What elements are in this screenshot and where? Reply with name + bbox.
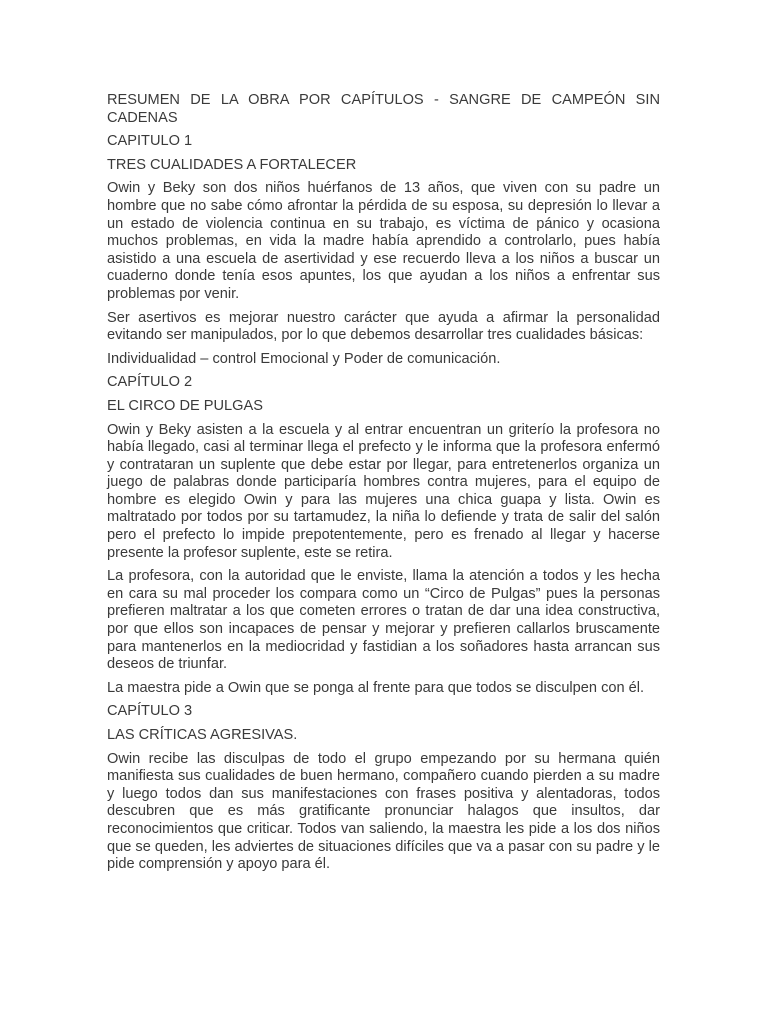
document-title: RESUMEN DE LA OBRA POR CAPÍTULOS - SANGRE DE CAMPEÓN SIN CADENAS [107, 92, 660, 126]
chapter-1-paragraph-3: Individualidad – control Emocional y Poder de comunicación. [107, 350, 501, 367]
chapter-1-heading: TRES CUALIDADES A FORTALECER [107, 156, 357, 173]
chapter-2-paragraph-2: La profesora, con la autoridad que le enviste, llama la atención a todos y les hecha en cara su mal proceder los compara como un “Circo de Pulgas” pues la personas prefieren maltratar a los que cometen errores o tratan de dar una idea constructiva, por que ellos son incapaces de pensar y mejorar y prefieren callarlos bruscamente para mantenerlos en la mediocridad y fastidian a los soñadores hasta arrancan sus deseos de triunfar. [107, 568, 660, 673]
chapter-2-heading: EL CIRCO DE PULGAS [107, 397, 263, 414]
chapter-3-heading: LAS CRÍTICAS AGRESIVAS. [107, 727, 298, 743]
chapter-2-label: CAPÍTULO 2 [107, 374, 193, 391]
chapter-3-label: CAPÍTULO 3 [107, 703, 193, 720]
chapter-1-paragraph-1: Owin y Beky son dos niños huérfanos de 13 años, que viven con su padre un hombre que no sabe cómo afrontar la pérdida de su esposa, su depresión lo llevar a un estado de violencia continua en su trabajo, es víctima de pánico y ocasiona muchos problemas, en vida la madre había aprendido a controlarlo, pues había asistido a una escuela de asertividad y ese recuerdo lleva a los niños a buscar un cuaderno donde tenía esos apuntes, los que ayudan a los niños a enfrentar sus problemas por venir. [107, 180, 660, 302]
chapter-2-paragraph-1: Owin y Beky asisten a la escuela y al entrar encuentran un griterío la profesora no había llegado, casi al terminar llega el prefecto y le informa que la profesora enfermó y contrataran un suplente que debe estar por llegar, para entretenerlos organiza un juego de palabras donde participaría hombres contra mujeres, para el equipo de hombre es elegido Owin y para las mujeres una chica guapa y lista. Owin es maltratado por todos por su tartamudez, la niña lo defiende y trata de salir del salón pero el prefecto lo impide prepotentemente, pero es frenado al llegar y hacerse presente la profesor suplente, este se retira. [107, 421, 660, 561]
document-page [107, 92, 660, 880]
chapter-2-paragraph-3: La maestra pide a Owin que se ponga al frente para que todos se disculpen con él. [107, 679, 645, 696]
chapter-1-label: CAPITULO 1 [107, 133, 193, 150]
chapter-3-paragraph-1: Owin recibe las disculpas de todo el grupo empezando por su hermana quién manifiesta sus cualidades de buen hermano, compañero cuando pierden a su madre y luego todos dan sus manifestaciones con frases positiva y alentadoras, todos descubren que es más gratificante pronunciar halagos que insultos, dar reconocimientos que criticar. Todos van saliendo, la maestra les pide a los dos niños que se queden, les adviertes de situaciones difíciles que va a pasar con su padre y le pide comprensión y apoyo para él. [107, 750, 660, 873]
chapter-1-paragraph-2: Ser asertivos es mejorar nuestro carácter que ayuda a afirmar la personalidad evitando ser manipulados, por lo que debemos desarrollar tres cualidades básicas: [107, 309, 660, 344]
